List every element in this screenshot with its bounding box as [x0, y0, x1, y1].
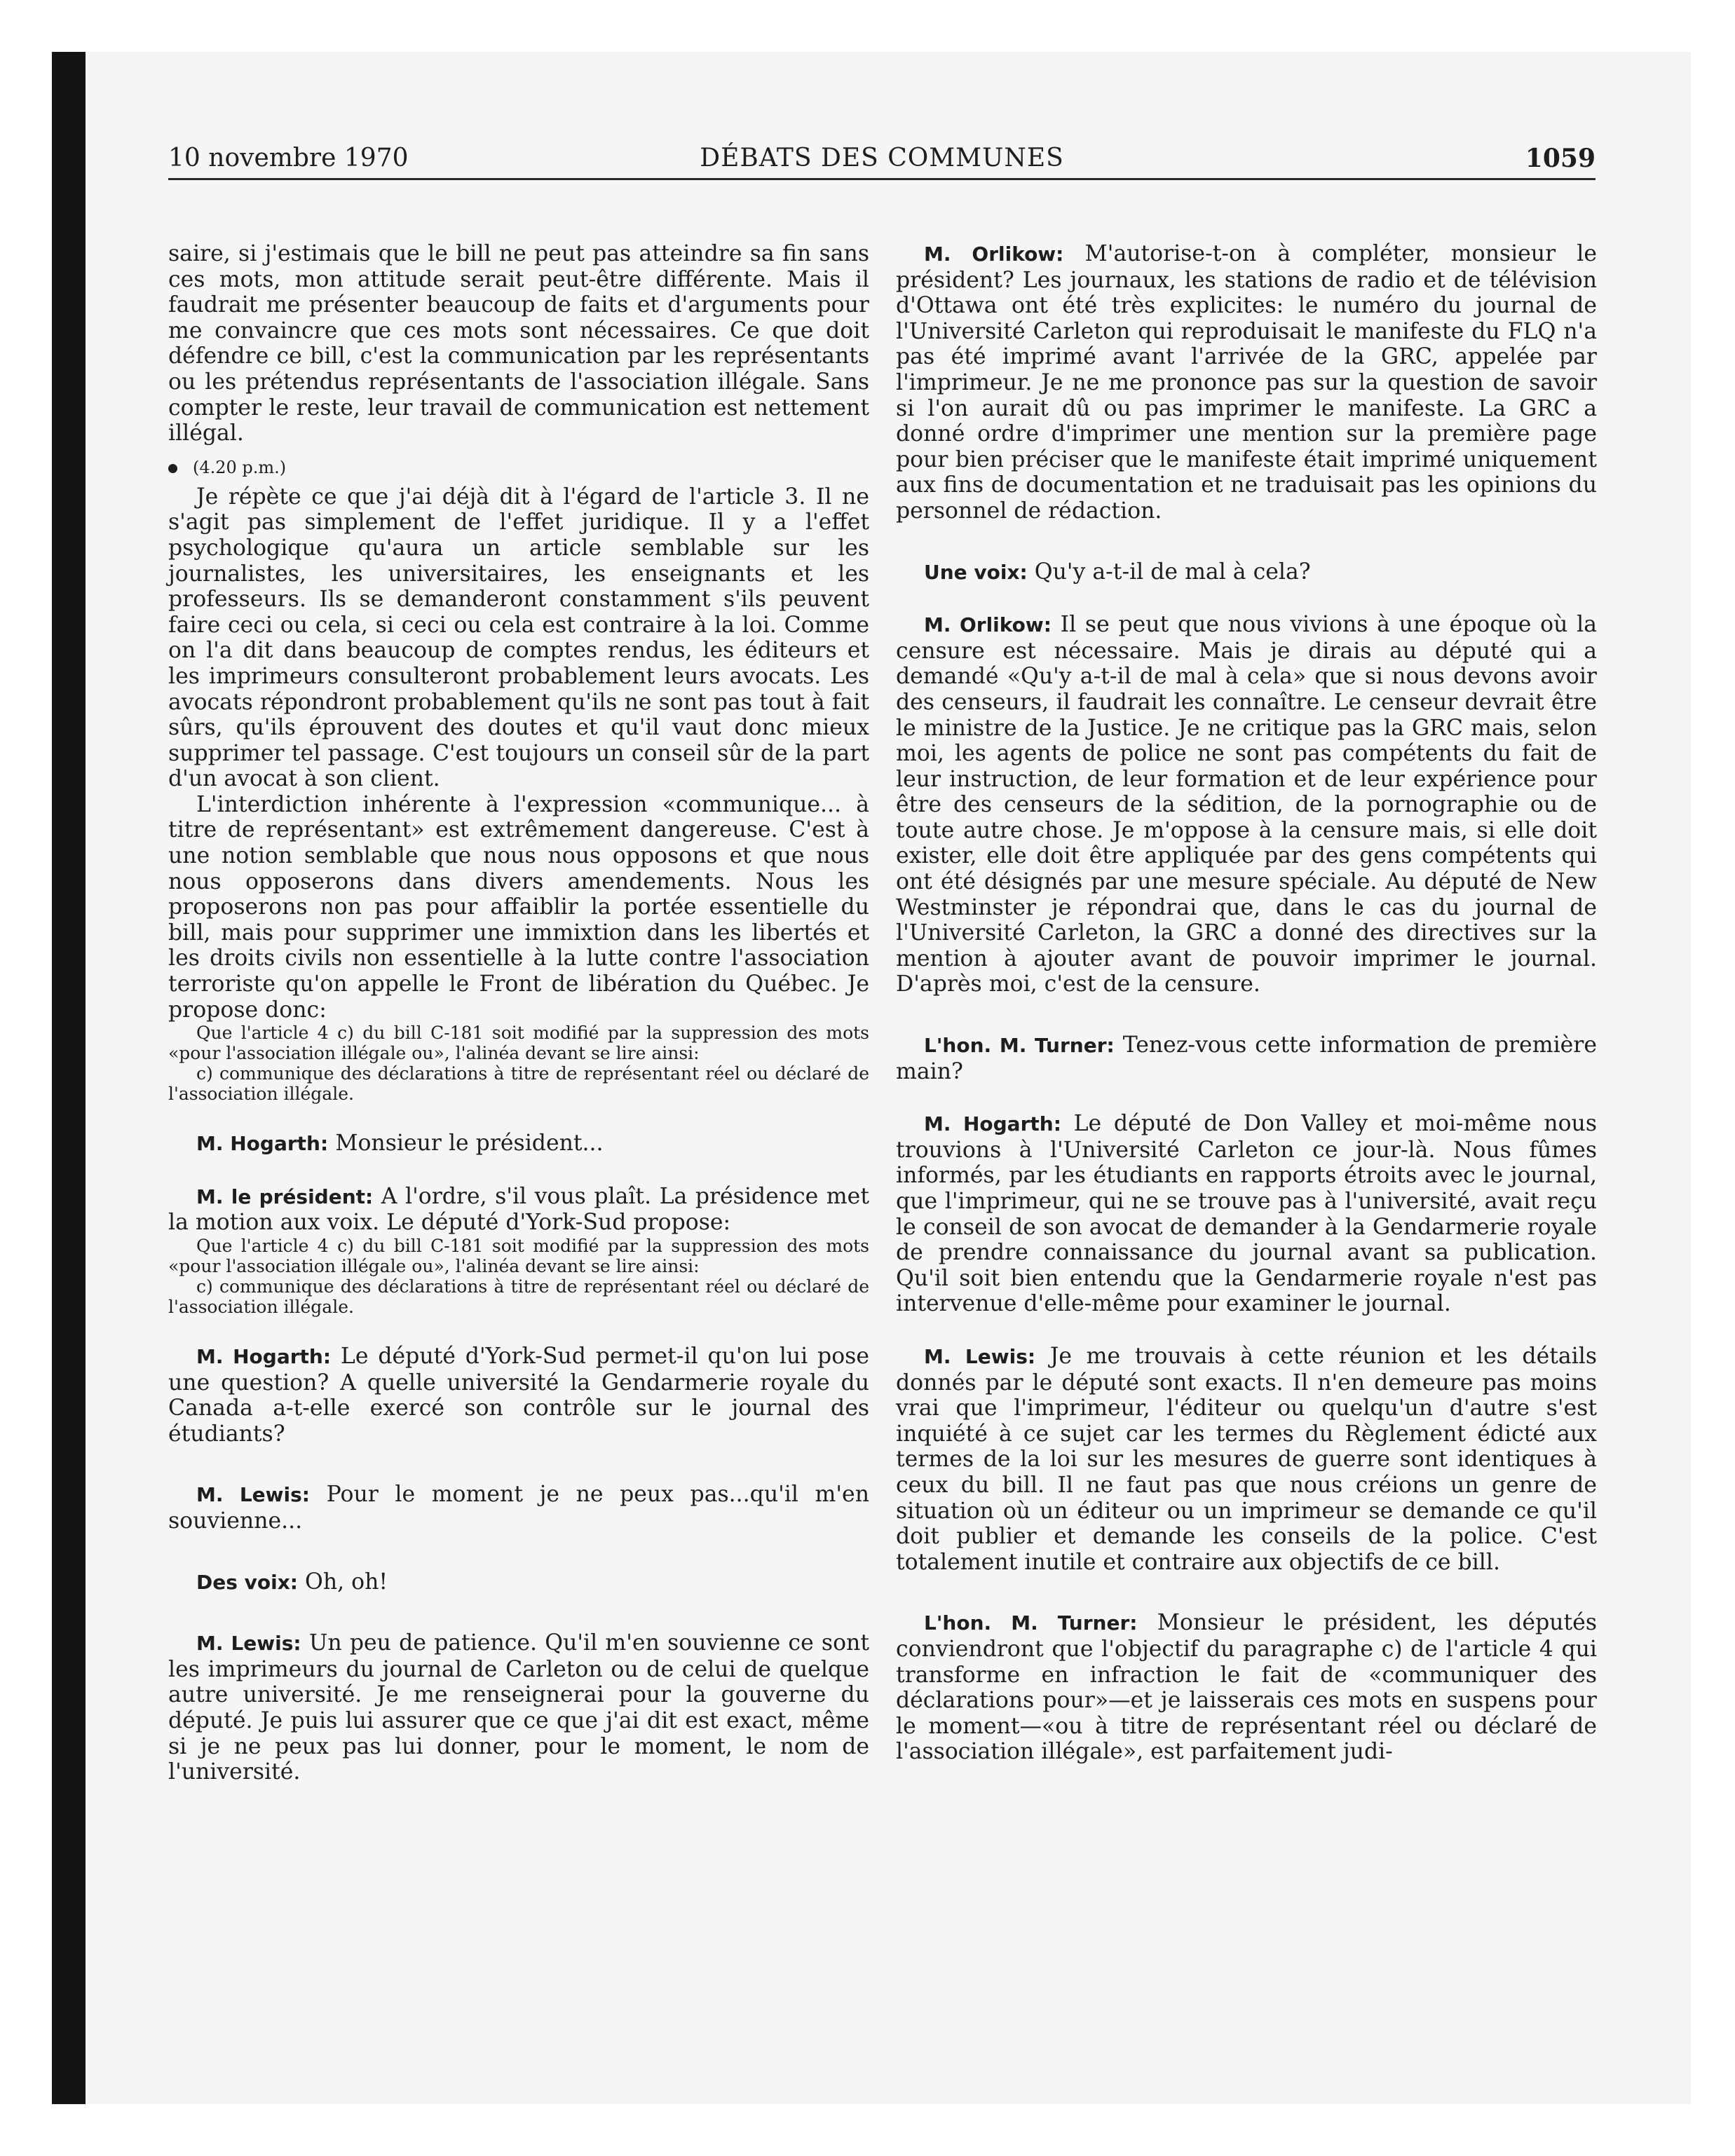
page-header	[168, 140, 1595, 180]
header-date: 10 novembre 1970	[168, 144, 409, 172]
speech-text: Pour le moment je ne peux pas...qu'il m'en souvienne...	[168, 1482, 869, 1534]
motion-text: Que l'article 4 c) du bill C-181 soit modifié par la suppression des mots «pour l'association illégale ou», l'alinéa devant se lire ainsi:	[168, 1023, 869, 1064]
paragraph: Je répète ce que j'ai déjà dit à l'égard de l'article 3. Il ne s'agit pas simplement de l'effet juridique. Il y a l'effet psychologique qu'aura un article semblable sur les journalistes, les universitaires, les enseignants et les professeurs. Ils se demanderont constamment s'ils peuvent faire ceci ou cela, si ceci ou cela est contraire à la loi. Comme on l'a dit dans beaucoup de comptes rendus, les éditeurs et les imprimeurs consulteront probablement leurs avocats. Les avocats répondront probablement qu'ils ne sont pas tout à fait sûrs, qu'ils éprouvent des doutes et qu'il vaut donc mieux supprimer tel passage. C'est toujours un conseil sûr de la part d'un avocat à son client.	[168, 484, 869, 792]
speech-text: M'autorise-t-on à compléter, monsieur le président? Les journaux, les stations de radio et de télévision d'Ottawa ont été très explicites: le numéro du journal de l'Université Carleton qui reproduisait le manifeste du FLQ n'a pas été imprimé avant l'arrivée de la GRC, appelée par l'imprimeur. Je ne me prononce pas sur la question de savoir si l'on aurait dû ou pas imprimer le manifeste. La GRC a donné ordre d'imprimer une mention sur la première page pour bien préciser que le manifeste était imprimé uniquement aux fins de documentation et ne traduisait pas les opinions du personnel de rédaction.	[896, 241, 1597, 524]
scan-edge	[52, 52, 86, 2104]
paragraph: saire, si j'estimais que le bill ne peut pas atteindre sa fin sans ces mots, mon attitude serait peut-être différente. Mais il faudrait me présenter beaucoup de faits et d'arguments pour me convaincre que ces mots sont nécessaires. Ce que doit défendre ce bill, c'est la communication par les représentants ou les prétendus représentants de l'association illégale. Sans compter le reste, leur travail de communication est nettement illégal.	[168, 241, 869, 446]
left-column	[168, 241, 869, 1785]
speech-text: Tenez-vous cette information de première main?	[896, 1032, 1597, 1084]
speech	[896, 1610, 1597, 1765]
paragraph: L'interdiction inhérente à l'expression «communique... à titre de représentant» est extrêmement dangereuse. C'est à une notion semblable que nous nous opposons et que nous nous opposerons dans divers amendements. Nous les proposerons non pas pour affaiblir la portée essentielle du bill, mais pour supprimer une immixtion dans les libertés et les droits civils non essentielle à la lutte contre l'association terroriste qu'on appelle le Front de libération du Québec. Je propose donc:	[168, 791, 869, 1023]
right-column	[896, 241, 1597, 1765]
time-marker-text: (4.20 p.m.)	[193, 457, 287, 477]
speaker-name: L'hon. M. Turner:	[924, 1611, 1138, 1635]
speaker-name: M. Hogarth:	[196, 1345, 332, 1368]
speaker-name: L'hon. M. Turner:	[924, 1034, 1115, 1058]
page-number: 1059	[1525, 144, 1595, 173]
speech	[896, 1111, 1597, 1317]
speech	[896, 612, 1597, 997]
speech-text: Qu'y a-t-il de mal à cela?	[1027, 559, 1311, 585]
speaker-name: Des voix:	[196, 1570, 298, 1594]
bullet-icon	[168, 464, 177, 473]
speech-text: Monsieur le président, les députés conviendront que l'objectif du paragraphe c) de l'article 4 qui transforme en infraction le fait de «communiquer des déclarations pour»—et je laisserais ces mots en suspens pour le moment—«ou à titre de représentant réel ou déclaré de l'association illégale», est parfaitement judi-	[896, 1610, 1597, 1765]
speech	[168, 1344, 869, 1447]
speech-text: Le député de Don Valley et moi-même nous trouvions à l'Université Carleton ce jour-là. Nous fûmes informés, par les étudiants en rapports étroits avec le journal, que l'imprimeur, qui ne se trouve pas à l'université, avait reçu le conseil de son avocat de demander à la Gendarmerie royale de prendre connaissance du journal avant sa publication. Qu'il soit bien entendu que la Gendarmerie royale n'est pas intervenue d'elle-même pour examiner le journal.	[896, 1111, 1597, 1317]
speech-text: Je me trouvais à cette réunion et les détails donnés par le député sont exacts. Il n'en demeure pas moins vrai que l'imprimeur, l'éditeur ou quelqu'un d'autre s'est inquiété à ce sujet car les termes du Règlement édicté aux termes de la loi sur les mesures de guerre sont identiques à ceux du bill. Il ne faut pas que nous créions un genre de situation où un éditeur ou un imprimeur se demande ce qu'il doit publier et demande les conseils de la police. C'est totalement inutile et contraire aux objectifs de ce bill.	[896, 1343, 1597, 1575]
speaker-name: M. Orlikow:	[924, 613, 1052, 637]
speech	[168, 1569, 869, 1596]
header-title: DÉBATS DES COMMUNES	[700, 144, 1064, 172]
speaker-name: M. Lewis:	[196, 1483, 310, 1507]
speech-text: Le député d'York-Sud permet-il qu'on lui pose une question? A quelle université la Gendarmerie royale du Canada a-t-elle exercé son contrôle sur le journal des étudiants?	[168, 1344, 869, 1447]
speech-text: Il se peut que nous vivions à une époque où la censure est nécessaire. Mais je dirais au député qui a demandé «Qu'y a-t-il de mal à cela» que si nous devons avoir des censeurs, il faudrait les connaître. Le censeur devrait être le ministre de la Justice. Je ne critique pas la GRC mais, selon moi, les agents de police ne sont pas compétents du fait de leur instruction, de leur formation et de leur expérience pour être des censeurs de la sédition, de la pornographie ou de toute autre chose. Je m'oppose à la censure mais, si elle doit exister, elle doit être appliquée par des gens compétents qui ont été désignés par une mesure spéciale. Au député de New Westminster je répondrai que, dans le cas du journal de l'Université Carleton, la GRC a donné des directives sur la mention à ajouter avant de pouvoir imprimer le journal. D'après moi, c'est de la censure.	[896, 612, 1597, 997]
speech-text: Oh, oh!	[298, 1569, 388, 1595]
speech-text: Monsieur le président...	[328, 1131, 604, 1157]
motion-text: Que l'article 4 c) du bill C-181 soit modifié par la suppression des mots «pour l'association illégale ou», l'alinéa devant se lire ainsi:	[168, 1236, 869, 1276]
speaker-name: M. Hogarth:	[196, 1132, 329, 1156]
motion-clause: c) communique des déclarations à titre de représentant réel ou déclaré de l'association illégale.	[168, 1063, 869, 1105]
speech	[896, 559, 1597, 586]
speaker-name: M. Orlikow:	[924, 243, 1064, 266]
speaker-name: M. Lewis:	[196, 1632, 301, 1656]
speaker-name: M. Lewis:	[924, 1344, 1036, 1368]
motion-clause: c) communique des déclarations à titre de représentant réel ou déclaré de l'association illégale.	[168, 1276, 869, 1317]
speech	[168, 1482, 869, 1534]
speech	[896, 1032, 1597, 1084]
speech	[168, 1131, 869, 1157]
time-marker	[168, 455, 869, 480]
speech	[168, 1630, 869, 1785]
speech-text: Un peu de patience. Qu'il m'en souvienne ce sont les imprimeurs du journal de Carleton ou de celui de quelque autre université. Je me renseignerai pour la gouverne du député. Je puis lui assurer que ce que j'ai dit est exact, même si je ne peux pas lui donner, pour le moment, le nom de l'université.	[168, 1630, 869, 1785]
speech	[896, 1344, 1597, 1575]
speech	[168, 1184, 869, 1236]
speaker-name: M. le président:	[196, 1185, 374, 1208]
speaker-name: M. Hogarth:	[924, 1112, 1061, 1136]
speaker-name: Une voix:	[924, 560, 1028, 584]
speech	[896, 241, 1597, 524]
speech-text: A l'ordre, s'il vous plaît. La présidence met la motion aux voix. Le député d'York-Sud propose:	[168, 1183, 869, 1236]
